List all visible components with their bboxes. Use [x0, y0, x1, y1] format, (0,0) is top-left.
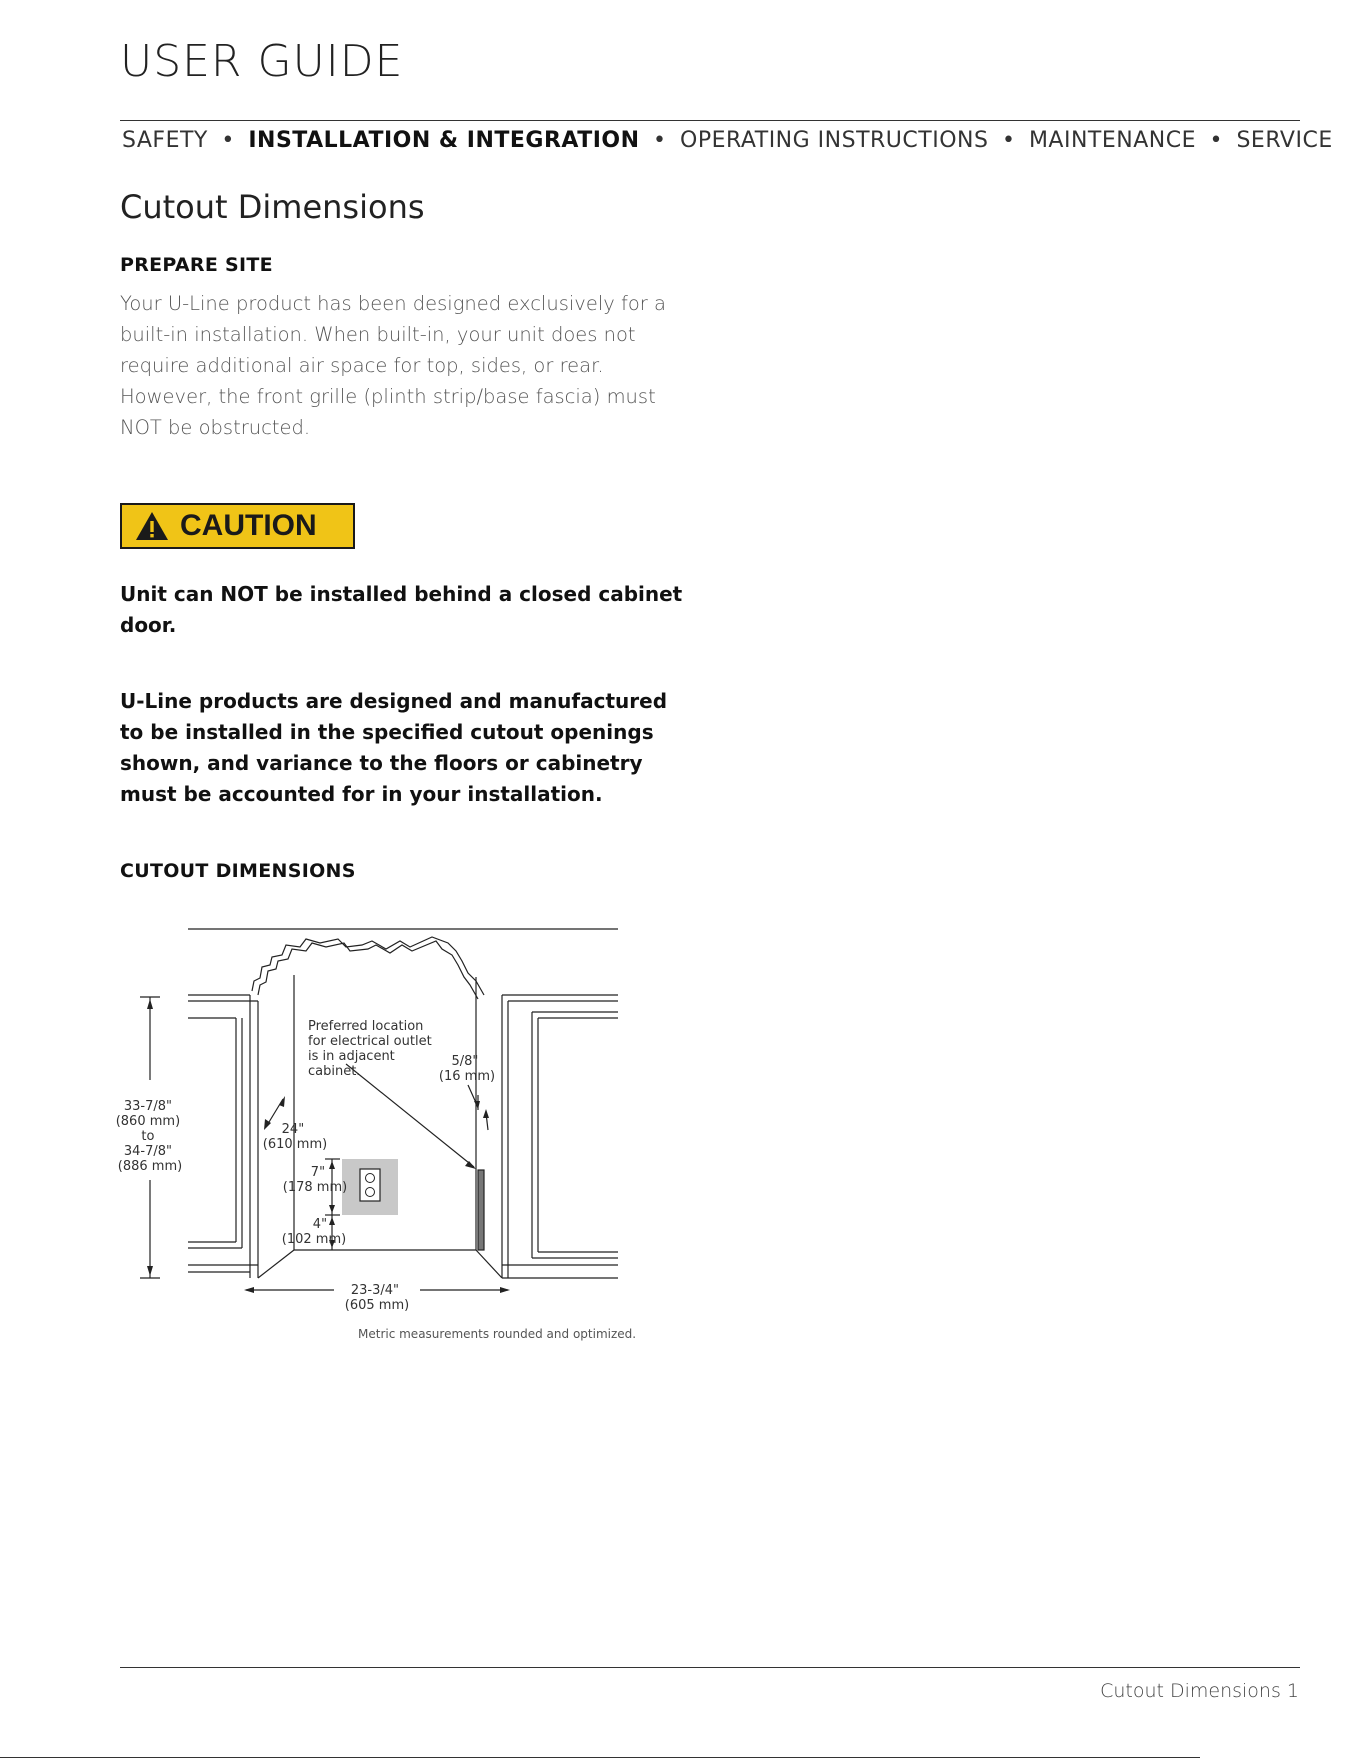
page-edge-line [0, 1757, 1200, 1758]
metric-footnote: Metric measurements rounded and optimized. [358, 1327, 637, 1341]
footer-page-label: Cutout Dimensions 1 [1100, 1680, 1299, 1702]
nav-operating[interactable]: OPERATING INSTRUCTIONS [680, 128, 989, 153]
text-line: built-in installation. When built-in, your unit does not [120, 323, 636, 346]
nav-maintenance[interactable]: MAINTENANCE [1028, 128, 1196, 153]
nav-separator: • [653, 128, 667, 153]
height-dimension-label: 33-7/8" (860 mm) to 34-7/8" (886 mm) [115, 1099, 183, 1174]
warning-triangle-icon [134, 510, 170, 542]
breadcrumb-nav [122, 128, 1333, 153]
text-line: Unit can NOT be installed behind a closed cabinet [120, 582, 683, 606]
header-rule [120, 120, 1300, 121]
nav-service[interactable]: SERVICE [1236, 128, 1333, 153]
width-dimension-label: 23-3/4" (605 mm) [344, 1283, 410, 1313]
prepare-site-text [120, 288, 680, 443]
text-line: door. [120, 613, 177, 637]
text-line: shown, and variance to the floors or cabinetry [120, 751, 643, 775]
cutout-diagram [110, 915, 670, 1365]
prepare-site-heading: PREPARE SITE [120, 254, 273, 276]
nav-separator: • [1001, 128, 1016, 153]
nav-safety[interactable]: SAFETY [122, 128, 208, 153]
installation-warning [120, 686, 690, 810]
text-line: U-Line products are designed and manufactured [120, 689, 668, 713]
nav-separator: • [221, 128, 235, 153]
text-line: require additional air space for top, sides, or rear. [120, 354, 604, 377]
text-line: However, the front grille (plinth strip/base fascia) must [120, 385, 656, 408]
page-title: USER GUIDE [120, 36, 404, 87]
section-title: Cutout Dimensions [120, 188, 425, 226]
break-line [252, 937, 484, 995]
outlet-floor-label: 4" (102 mm) [281, 1217, 347, 1247]
caution-label: CAUTION [180, 509, 317, 542]
text-line: NOT be obstructed. [120, 416, 311, 439]
electrical-outlet-icon [360, 1169, 380, 1201]
break-line [258, 941, 478, 999]
text-line: to be installed in the specified cutout openings [120, 720, 654, 744]
text-line: Your U-Line product has been designed exclusively for a [120, 292, 666, 315]
nav-separator: • [1209, 128, 1223, 153]
depth-dimension-label: 24" (610 mm) [262, 1122, 328, 1152]
cutout-dimensions-heading: CUTOUT DIMENSIONS [120, 860, 356, 882]
caution-badge [120, 503, 355, 549]
nav-installation[interactable]: INSTALLATION & INTEGRATION [248, 128, 640, 153]
outlet-note-label: Preferred location for electrical outlet is in adjacent cabinet. [308, 1019, 432, 1079]
reveal-dimension-label: 5/8" (16 mm) [438, 1054, 496, 1084]
footer-rule [120, 1667, 1300, 1668]
cabinet-door-warning [120, 579, 690, 641]
text-line: must be accounted for in your installation. [120, 782, 603, 806]
outlet-height-label: 7" (178 mm) [282, 1165, 348, 1195]
